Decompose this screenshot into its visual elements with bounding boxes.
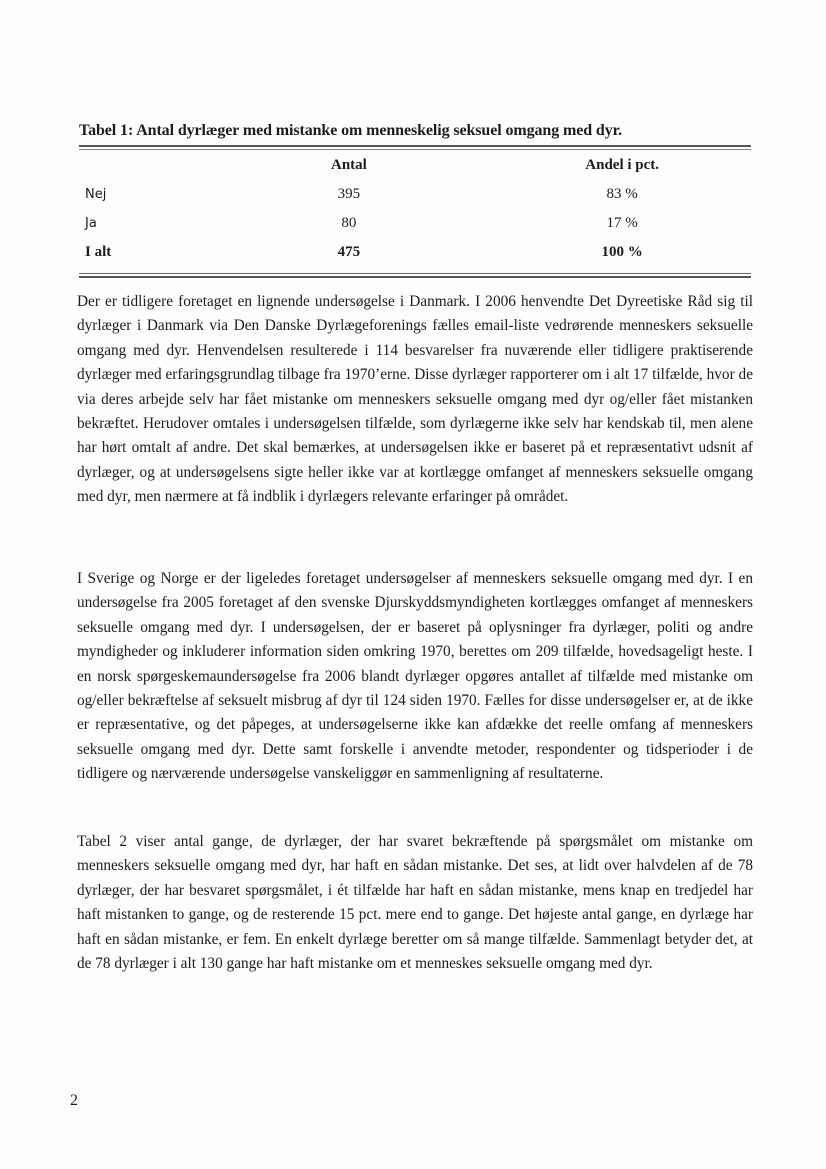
row-label: Nej xyxy=(85,187,107,202)
table-header-row xyxy=(79,151,751,180)
table-top-rule xyxy=(79,145,751,150)
row-label: Ja xyxy=(85,216,97,231)
page-number: 2 xyxy=(70,1092,78,1109)
row-count: 395 xyxy=(337,186,361,202)
row-share: 17 % xyxy=(606,215,638,231)
body-paragraph: Der er tidligere foretaget en lignende undersøgelse i Danmark. I 2006 henvendte Det Dyreetiske Råd sig til dyrlæger i Danmark via Den Danske Dyrlægeforenings fælles email-liste vedrørende menneskers seksuelle omgang med dyr. Henvendelsen resulterede i 114 besvarelser fra nuværende eller tidligere praktiserende dyrlæger med erfaringsgrundlag tilbage fra 1970’erne. Disse dyrlæger rapporterer om i alt 17 tilfælde, hvor de via deres arbejde selv har fået mistanke om menneskers seksuelle omgang med dyr og/eller fået mistanken bekræftet. Herudover omtales i undersøgelsen tilfælde, som dyrlægerne ikke selv har kendskab til, men alene har hørt omtalt af andre. Det skal bemærkes, at undersøgelsen ikke er baseret på et repræsentativt udsnit af dyrlæger, og at undersøgelsens sigte heller ikke var at kortlægge omfanget af menneskers seksuelle omgang med dyr, men nærmere at få indblik i dyrlægers relevante erfaringer på området. xyxy=(77,293,753,506)
total-share: 100 % xyxy=(601,244,643,260)
row-count: 80 xyxy=(341,215,357,231)
results-table xyxy=(79,151,751,267)
table-caption: Tabel 1: Antal dyrlæger med mistanke om menneskelig seksuel omgang med dyr. xyxy=(79,122,623,139)
header-empty xyxy=(79,151,265,180)
body-paragraph: Tabel 2 viser antal gange, de dyrlæger, der har svaret bekræftende på spørgsmålet om mistanke om menneskers seksuelle omgang med dyr, har haft en sådan mistanke. Det ses, at lidt over halvdelen af de 78 dyrlæger, der har besvaret spørgsmålet, i ét tilfælde har haft en sådan mistanke, mens knap en tredjedel har haft mistanken to gange, og de resterende 15 pct. mere end to gange. Det højeste antal gange, en dyrlæge har haft en sådan mistanke, er fem. En enkelt dyrlæge beretter om så mange tilfælde. Sammenlagt betyder det, at de 78 dyrlæger i alt 130 gange har haft mistanke om et menneskes seksuelle omgang med dyr. xyxy=(77,833,753,973)
table-total-row xyxy=(79,238,751,267)
table-row xyxy=(79,180,751,209)
header-share: Andel i pct. xyxy=(585,157,660,173)
table-bottom-rule xyxy=(79,273,751,278)
body-paragraph: I Sverige og Norge er der ligeledes foretaget undersøgelser af menneskers seksuelle omgang med dyr. I en undersøgelse fra 2005 foretaget af den svenske Djurskyddsmyndigheten kortlægges omfanget af menneskers seksuelle omgang med dyr. I undersøgelsen, der er baseret på oplysninger fra dyrlæger, politi og andre myndigheder og inkluderer information siden omkring 1970, berettes om 209 tilfælde, hovedsageligt heste. I en norsk spørgeskemaundersøgelse fra 2006 blandt dyrlæger opgøres antallet af tilfælde med mistanke om og/eller bekræftelse af seksuelt misbrug af dyr til 124 siden 1970. Fælles for disse undersøgelser er, at de ikke er repræsentative, og det påpeges, at undersøgelserne ikke kan afdække det reelle omfang af menneskers seksuelle omgang med dyr. Dette samt forskelle i anvendte metoder, respondenter og tidsperioder i de tidligere og nærværende undersøgelse vanskeliggør en sammenligning af resultaterne. xyxy=(77,570,753,783)
header-count: Antal xyxy=(331,157,367,173)
total-label: I alt xyxy=(85,244,112,260)
total-count: 475 xyxy=(337,244,361,260)
table-row xyxy=(79,209,751,238)
row-share: 83 % xyxy=(606,186,638,202)
